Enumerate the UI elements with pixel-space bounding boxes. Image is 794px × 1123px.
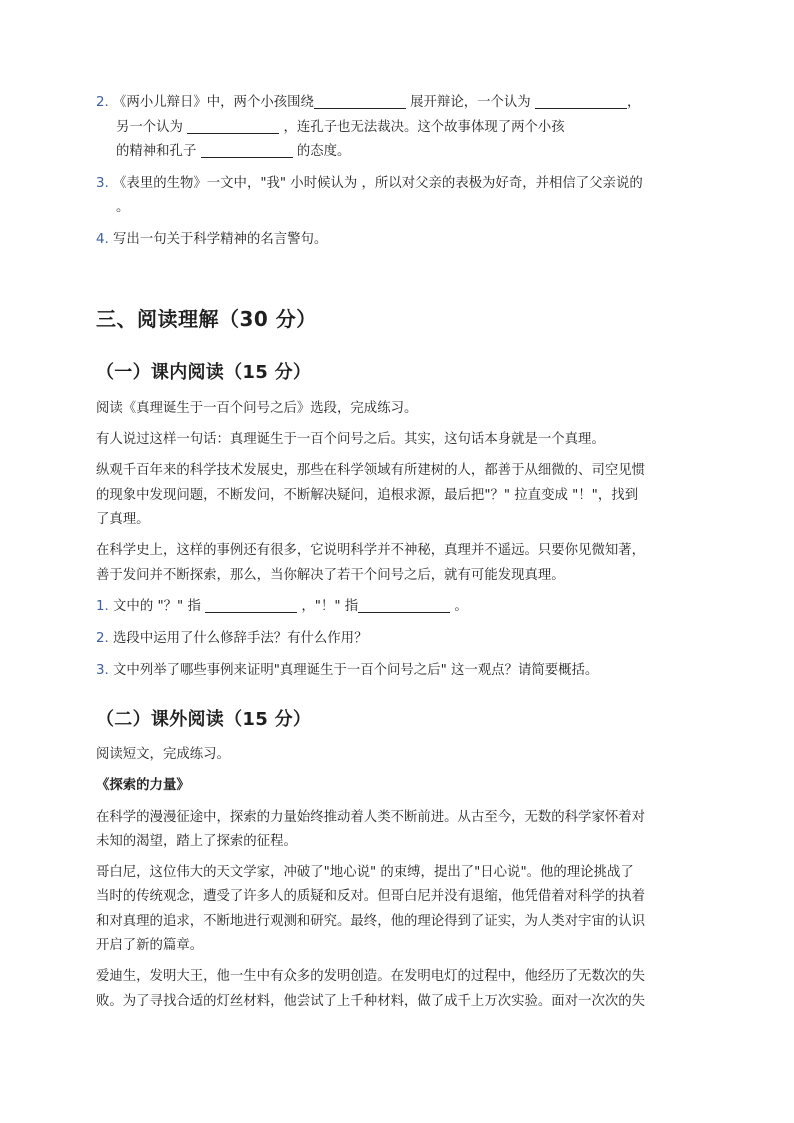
article-paragraph-2-line-1: 哥白尼，这位伟大的天文学家，冲破了"地心说" 的束缚，提出了"日心说"。他的理论挑战了: [96, 865, 634, 880]
article-paragraph-3-line-2: 败。为了寻找合适的灯丝材料，他尝试了上千种材料，做了成千上万次实验。面对一次次的失: [96, 994, 646, 1009]
article-title: 《探索的力量》: [96, 778, 190, 793]
section-3-title: 三、阅读理解（30 分）: [96, 307, 317, 331]
article-paragraph-2-line-3: 和对真理的追求，不断地进行观测和研究。最终，他的理论得到了证实，为人类对宇宙的认识: [96, 914, 646, 929]
answer-blank[interactable]: [535, 94, 627, 109]
question-2-line-3: [116, 142, 350, 162]
part-1-paragraph-2-line-3: 了真理。: [96, 512, 150, 527]
part-1-paragraph-1: 有人说过这样一句话：真理诞生于一百个问号之后。其实，这句话本身就是一个真理。: [96, 432, 605, 447]
article-paragraph-1-line-2: 未知的渴望，踏上了探索的征程。: [96, 834, 297, 849]
part-2-intro: 阅读短文，完成练习。: [96, 747, 230, 762]
question-text: 文中列举了哪些事例来证明"真理诞生于一百个问号之后" 这一观点？请简要概括。: [113, 663, 599, 678]
question-text: 。: [454, 599, 468, 614]
answer-blank[interactable]: [205, 598, 297, 613]
article-paragraph-3-line-1: 爱迪生，发明大王，他一生中有众多的发明创造。在发明电灯的过程中，他经历了无数次的失: [96, 969, 646, 984]
article-paragraph-2-line-4: 开启了新的篇章。: [96, 938, 204, 953]
part-1-paragraph-2-line-2: 的现象中发现问题，不断发问，不断解决疑问，追根求源，最后把"？" 拉直变成 "！"，找到: [96, 488, 638, 503]
question-number: 3.: [96, 176, 109, 191]
part-1-question-2: [96, 629, 367, 649]
question-number: 4.: [96, 232, 109, 247]
question-2-line-2: [116, 118, 565, 138]
part-1-paragraph-2-line-1: 纵观千百年来的科学技术发展史，那些在科学领域有所建树的人，都善于从细微的、司空见惯: [96, 463, 646, 478]
question-text: ，: [626, 95, 641, 110]
part-1-paragraph-3-line-2: 善于发问并不断探索，那么，当你解决了若干个问号之后，就有可能发现真理。: [96, 568, 565, 583]
answer-blank[interactable]: [187, 119, 279, 134]
question-text: 的态度。: [296, 144, 351, 159]
answer-blank[interactable]: [314, 94, 406, 109]
question-text: 选段中运用了什么修辞手法？有什么作用？: [113, 631, 368, 646]
question-3-line-2: 。: [116, 200, 130, 215]
answer-blank[interactable]: [201, 143, 293, 158]
question-number: 2.: [96, 631, 109, 646]
question-text: ，"！" 指: [301, 599, 359, 614]
question-2-line-1: [96, 93, 640, 113]
question-text: 另一个认为: [116, 120, 183, 135]
question-number: 3.: [96, 663, 109, 678]
question-text: 的精神和孔子: [116, 144, 197, 159]
question-text: 《两小儿辩日》中，两个小孩围绕: [113, 95, 314, 110]
part-1-paragraph-3-line-1: 在科学史上，这样的事例还有很多，它说明科学并不神秘，真理并不遥远。只要你见微知著，: [96, 543, 646, 558]
article-paragraph-1-line-1: 在科学的漫漫征途中，探索的力量始终推动着人类不断前进。从古至今，无数的科学家怀着对: [96, 810, 646, 825]
question-number: 1.: [96, 599, 109, 614]
article-paragraph-2-line-2: 当时的传统观念，遭受了许多人的质疑和反对。但哥白尼并没有退缩，他凭借着对科学的执着: [96, 889, 646, 904]
question-4: [96, 230, 327, 250]
question-number: 2.: [96, 95, 109, 110]
part-1-question-3: [96, 661, 598, 681]
part-2-title: （二）课外阅读（15 分）: [96, 709, 312, 730]
question-text: 《表里的生物》一文中，"我" 小时候认为 ，所以对父亲的表极为好奇，并相信了父亲说的: [113, 176, 643, 191]
part-1-title: （一）课内阅读（15 分）: [96, 362, 312, 383]
question-text: 展开辩论，一个认为: [410, 95, 531, 110]
part-1-question-1: [96, 597, 468, 617]
answer-blank[interactable]: [358, 598, 450, 613]
question-text: ，连孔子也无法裁决。这个故事体现了两个小孩: [283, 120, 565, 135]
question-text: 写出一句关于科学精神的名言警句。: [113, 232, 328, 247]
question-text: 文中的 "？" 指: [113, 599, 201, 614]
part-1-intro: 阅读《真理诞生于一百个问号之后》选段，完成练习。: [96, 401, 418, 416]
question-3-line-1: [96, 174, 643, 194]
